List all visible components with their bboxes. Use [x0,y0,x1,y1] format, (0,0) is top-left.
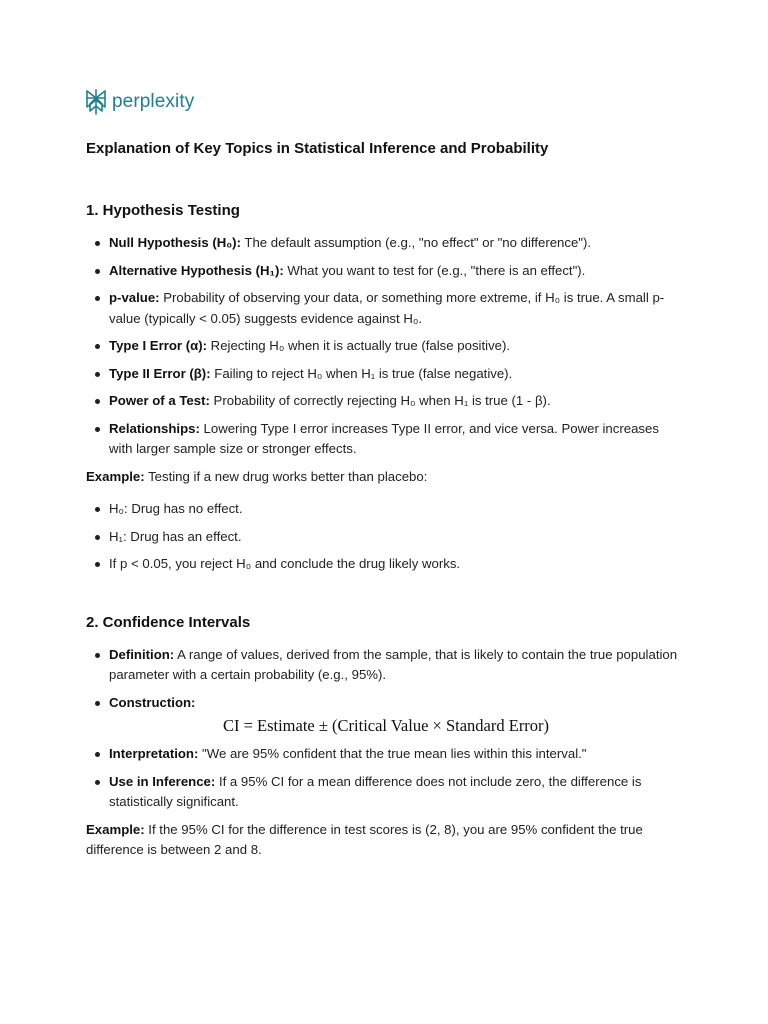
section-heading-confidence-intervals: 2. Confidence Intervals [86,613,251,631]
hypothesis-testing-list [86,233,686,460]
term-label: Type I Error (α): [109,338,207,353]
example-paragraph [86,820,686,861]
term-label: Interpretation: [109,746,199,761]
term-description: What you want to test for (e.g., "there is an effect"). [283,262,586,278]
list-item: If p < 0.05, you reject H₀ and conclude the drug likely works. [86,554,686,575]
example-paragraph [86,467,686,488]
term-description: Failing to reject H₀ when H₁ is true (false negative). [210,365,513,381]
list-item [86,233,686,254]
term-label: Type II Error (β): [109,365,211,381]
ci-formula: CI = Estimate ± (Critical Value × Standard Error) [222,716,550,735]
list-item [86,693,686,738]
term-description: Lowering Type I error increases Type II error, and vice versa. Power increases with larger sample size or stronger effects. [109,420,659,456]
list-item [86,336,686,357]
term-label: Null Hypothesis (H₀): [109,235,241,250]
term-description: "We are 95% confident that the true mean lies within this interval." [198,746,587,761]
term-label: Definition: [109,646,175,662]
perplexity-logo-icon [85,89,107,115]
term-description: A range of values, derived from the sample, that is likely to contain the true population parameter with a certain probability (e.g., 95%). [109,646,678,682]
example-label: Example: [86,821,145,837]
example-text: Testing if a new drug works better than placebo: [144,468,428,484]
list-item: H₀: Drug has no effect. [86,499,686,520]
brand-logo [85,89,194,115]
term-description: The default assumption (e.g., "no effect" or "no difference"). [240,235,592,250]
list-item: H₁: Drug has an effect. [86,527,686,548]
term-description: If a 95% CI for a mean difference does not include zero, the difference is statistically significant. [109,773,642,809]
term-label: Construction: [109,694,196,710]
term-description: Probability of observing your data, or something more extreme, if H₀ is true. A small p-value (typically < 0.05) suggests evidence against H₀. [109,290,665,326]
term-label: Relationships: [109,420,200,436]
list-item [86,744,686,765]
list-item [86,364,686,385]
confidence-intervals-list [86,645,686,813]
example-list [86,499,686,575]
term-label: p-value: [109,290,160,305]
term-description: Probability of correctly rejecting H₀ when H₁ is true (1 - β). [209,393,551,408]
document-content [86,138,686,861]
list-item [86,645,686,686]
term-label: Alternative Hypothesis (H₁): [109,262,284,278]
list-item [86,391,686,412]
term-label: Use in Inference: [109,773,216,789]
document-title: Explanation of Key Topics in Statistical Inference and Probability [86,140,549,157]
term-description: Rejecting H₀ when it is actually true (false positive). [207,338,511,353]
example-label: Example: [86,468,145,484]
list-item [86,772,686,813]
list-item [86,419,686,460]
term-label: Power of a Test: [109,393,210,408]
brand-name: perplexity [112,91,195,112]
section-heading-hypothesis-testing: 1. Hypothesis Testing [86,202,240,219]
example-text: If the 95% CI for the difference in test scores is (2, 8), you are 95% confident the true difference is between 2 and 8. [86,821,643,857]
list-item [86,261,686,282]
list-item [86,288,686,329]
